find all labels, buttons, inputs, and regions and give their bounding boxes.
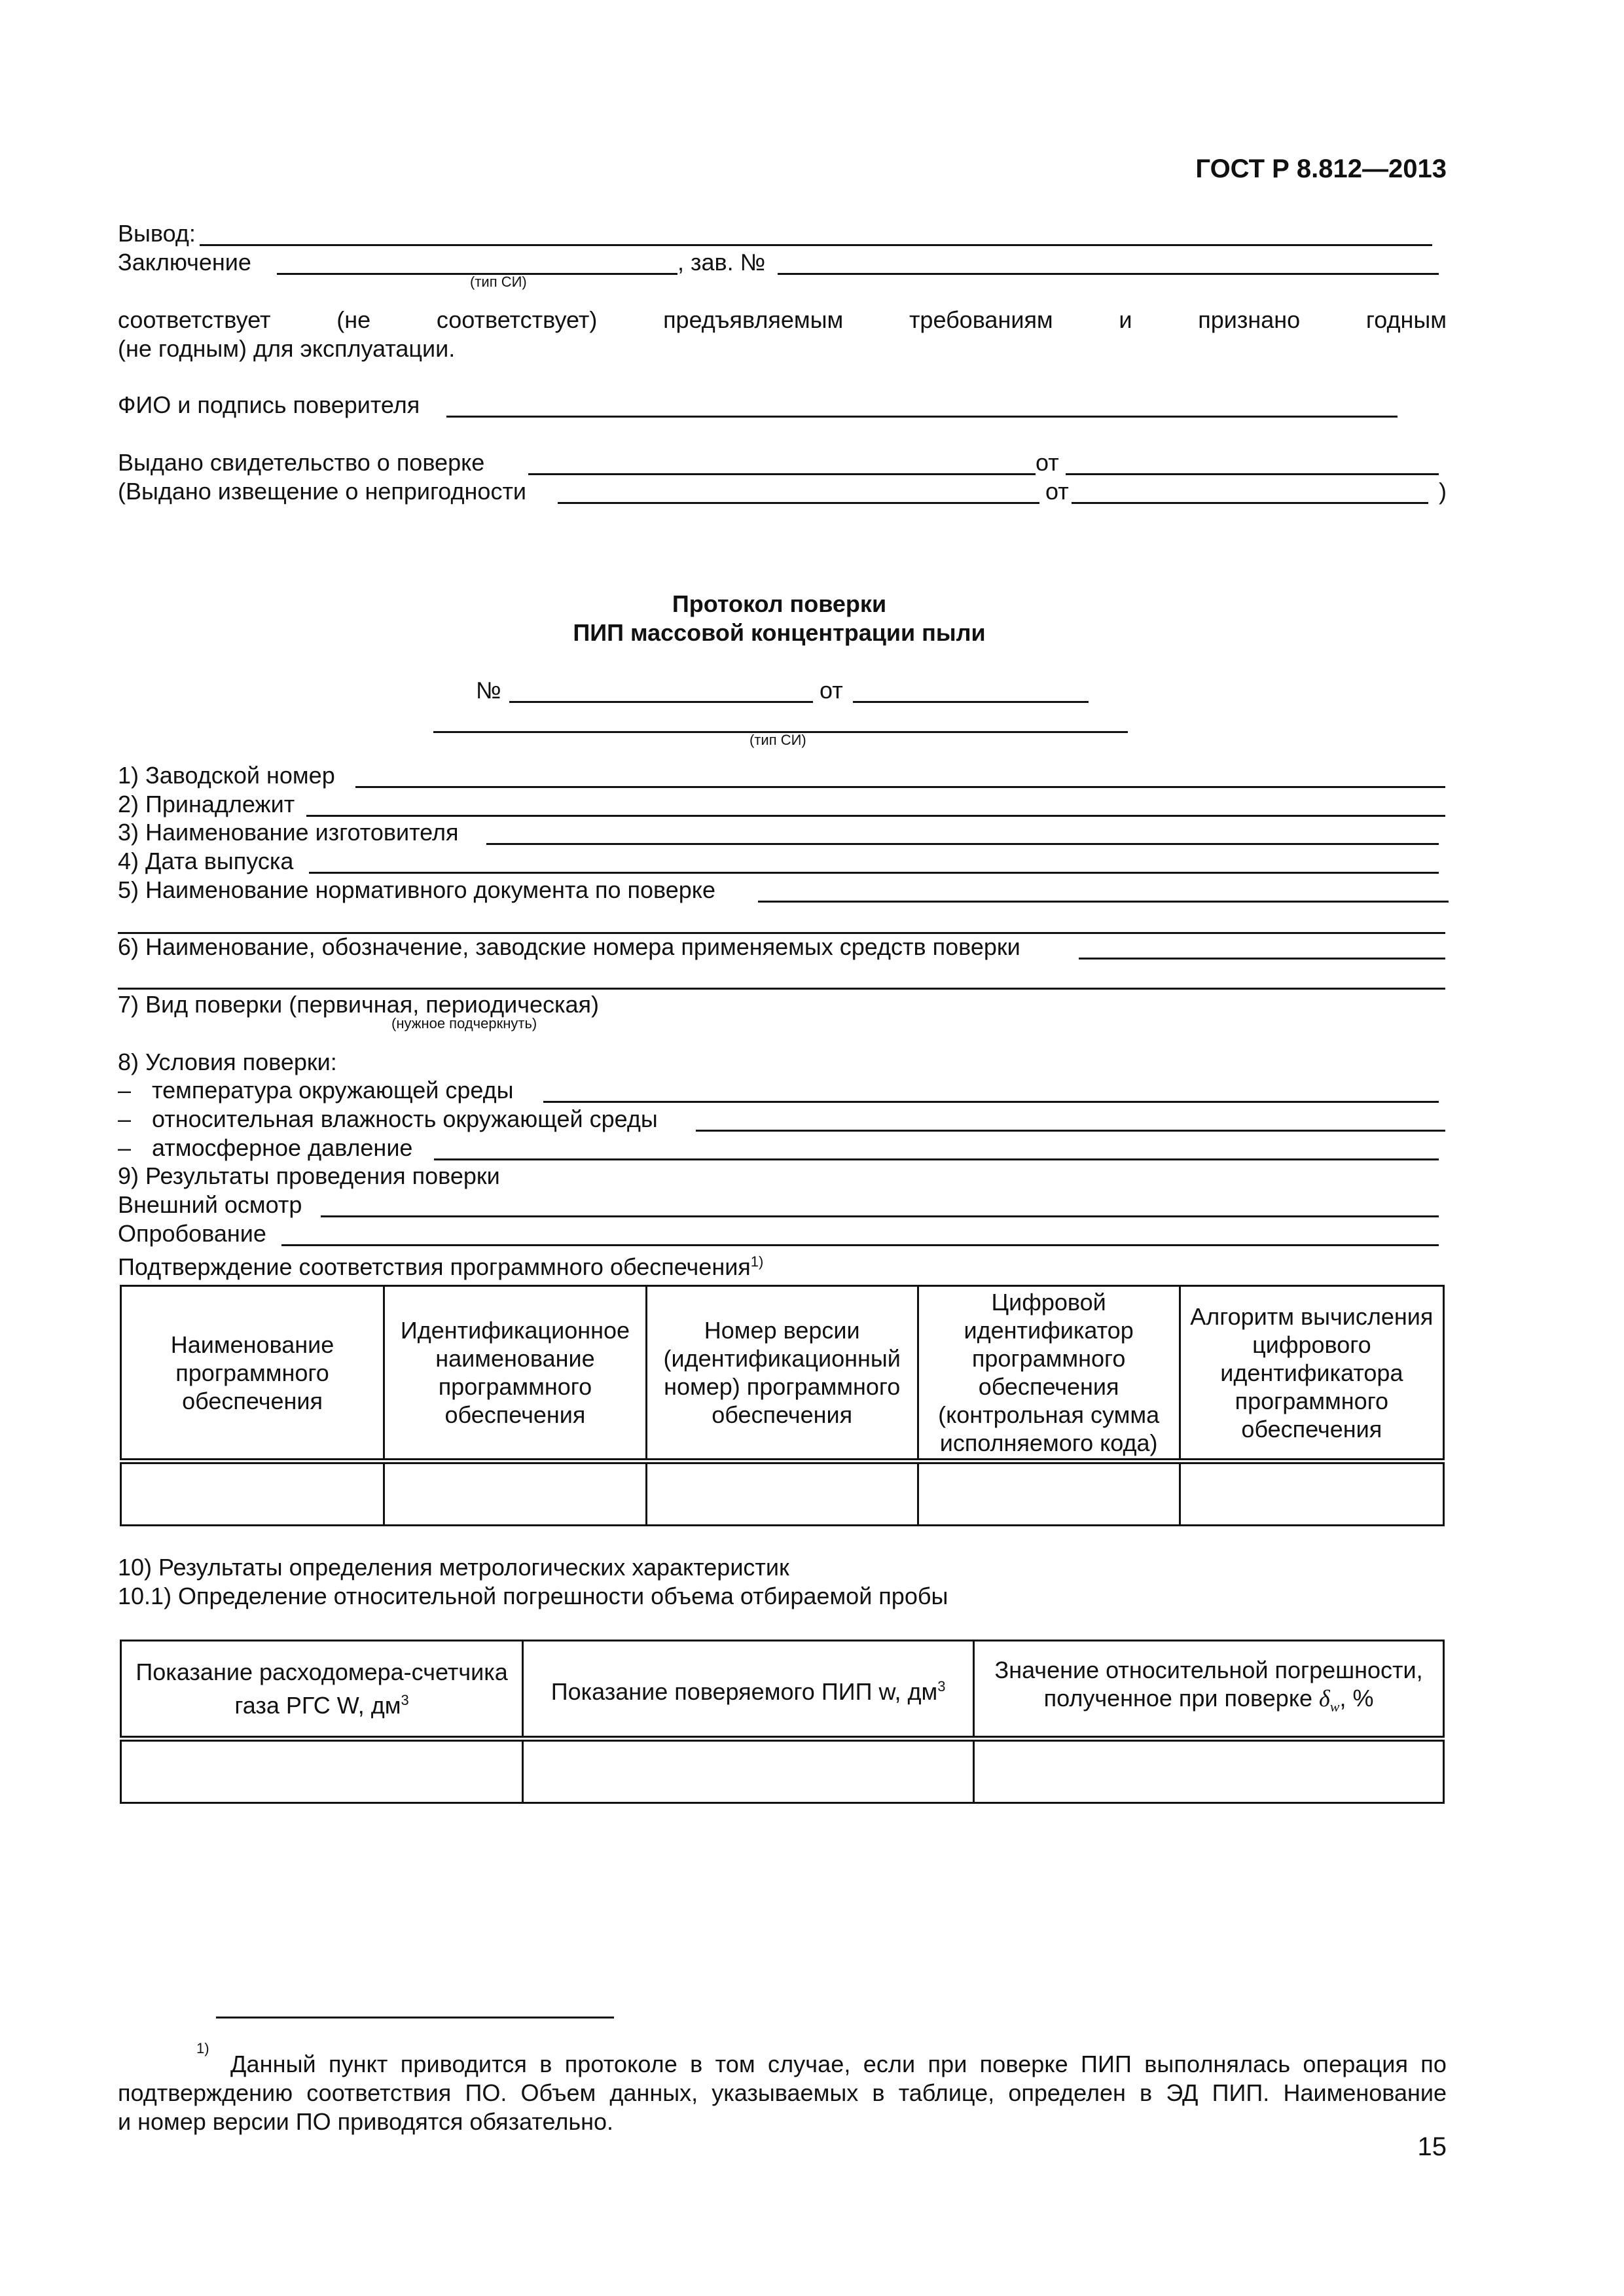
- protocol-title: Протокол поверки: [672, 590, 887, 617]
- condition-dash: –: [118, 1077, 132, 1103]
- item-owner-line: [306, 815, 1445, 817]
- item-results: 9) Результаты проведения поверки: [118, 1162, 500, 1189]
- software-confirmation: [118, 1248, 763, 1281]
- software-table-cell: [918, 1462, 1180, 1526]
- condition-pressure: атмосферное давление: [152, 1134, 413, 1161]
- item-release-date-line: [309, 872, 1439, 874]
- page-number: 15: [1417, 2132, 1447, 2161]
- condition-humidity-line: [696, 1130, 1445, 1132]
- item-verification-type-note: (нужное подчеркнуть): [391, 1015, 537, 1031]
- external-inspection: Внешний осмотр: [118, 1191, 302, 1218]
- software-table-cell: [384, 1462, 647, 1526]
- volume-table-cell: [974, 1739, 1444, 1803]
- item-conditions: 8) Условия поверки:: [118, 1049, 337, 1075]
- footnote-mark: 1): [196, 2040, 209, 2056]
- footnote-line: и номер версии ПО приводятся обязательно.: [118, 2108, 613, 2135]
- conf-word: требованиям: [909, 306, 1053, 333]
- unit-superscript: 3: [937, 1677, 946, 1695]
- protocol-subtitle: ПИП массовой концентрации пыли: [573, 619, 986, 646]
- cert-date-line: [1066, 473, 1439, 475]
- condition-dash: –: [118, 1105, 132, 1132]
- protocol-ot-label: от: [820, 677, 843, 704]
- standard-header: ГОСТ Р 8.812—2013: [1195, 154, 1447, 183]
- item-verification-type: 7) Вид поверки (первичная, периодическая): [118, 991, 600, 1018]
- volume-error-table: [120, 1640, 1445, 1804]
- zav-label: , зав. №: [677, 249, 766, 276]
- conformity-line-2: (не годным) для эксплуатации.: [118, 335, 456, 362]
- volume-table-cell: [121, 1739, 523, 1803]
- volume-table-header-text: Показание расходомера-счетчика газа РГС W, дм: [135, 1659, 508, 1719]
- software-table-header: Цифровой идентификатор программного обеспечения (контрольная сумма исполняемого кода): [918, 1286, 1180, 1462]
- software-table-cell: [646, 1462, 918, 1526]
- conf-word: предъявляемым: [663, 306, 844, 333]
- software-table-cell: [121, 1462, 384, 1526]
- notice-field-line: [558, 502, 1039, 504]
- fio-label: ФИО и подпись поверителя: [118, 391, 420, 418]
- percent-unit: , %: [1339, 1685, 1374, 1712]
- item-manufacturer: 3) Наименование изготовителя: [118, 819, 459, 846]
- notice-date-line: [1072, 502, 1428, 504]
- software-table-header: Идентификационное наименование программного обеспечения: [384, 1286, 647, 1462]
- volume-table-header-text: Показание поверяемого ПИП w, дм: [550, 1677, 938, 1705]
- section-10-1-title: 10.1) Определение относительной погрешности объема отбираемой пробы: [118, 1583, 948, 1609]
- volume-table-header: [121, 1641, 523, 1739]
- volume-table-cell: [523, 1739, 974, 1803]
- tip-si-caption: (тип СИ): [470, 274, 527, 290]
- condition-dash: –: [118, 1134, 132, 1161]
- vyvod-label: Вывод:: [118, 220, 196, 247]
- condition-temperature: температура окружающей среды: [152, 1077, 514, 1103]
- zav-field-line: [778, 273, 1439, 275]
- footnote-text: [118, 2050, 1447, 2136]
- condition-humidity: относительная влажность окружающей среды: [152, 1105, 658, 1132]
- volume-table-header-text: Значение относительной погрешности, полученное при поверке: [994, 1657, 1423, 1712]
- zakl-label: Заключение: [118, 249, 251, 276]
- condition-temperature-line: [543, 1101, 1439, 1103]
- unit-superscript: 3: [401, 1692, 409, 1708]
- footnote-ref: 1): [750, 1253, 764, 1270]
- delta-subscript: w: [1329, 1698, 1340, 1715]
- section-10-title: 10) Результаты определения метрологических характеристик: [118, 1554, 789, 1581]
- notice-close-paren: ): [1439, 478, 1447, 505]
- conf-word: (не: [336, 306, 371, 333]
- software-table-header: Номер версии (идентификационный номер) программного обеспечения: [646, 1286, 918, 1462]
- conf-word: и: [1119, 306, 1132, 333]
- condition-pressure-line: [434, 1158, 1439, 1160]
- conf-word: соответствует): [436, 306, 598, 333]
- conf-word: годным: [1365, 306, 1447, 333]
- notice-ot-label: от: [1045, 478, 1069, 505]
- notice-label: (Выдано извещение о непригодности: [118, 478, 527, 505]
- conf-word: признано: [1198, 306, 1301, 333]
- volume-table-header: [523, 1641, 974, 1739]
- volume-table-header: [974, 1641, 1444, 1739]
- testing-line: [281, 1244, 1439, 1246]
- item-manufacturer-line: [486, 843, 1439, 845]
- software-table: [120, 1285, 1445, 1526]
- external-inspection-line: [321, 1215, 1439, 1217]
- item-serial: 1) Заводской номер: [118, 762, 335, 789]
- software-confirmation-text: Подтверждение соответствия программного обеспечения: [118, 1253, 751, 1280]
- software-table-cell: [1180, 1462, 1443, 1526]
- item-means: 6) Наименование, обозначение, заводские номера применяемых средств поверки: [118, 933, 1020, 960]
- protocol-no-line: [509, 701, 813, 703]
- protocol-date-line: [853, 701, 1089, 703]
- item-means-line-2: [118, 988, 1445, 990]
- item-owner: 2) Принадлежит: [118, 791, 295, 817]
- item-serial-line: [355, 786, 1445, 788]
- cert-label: Выдано свидетельство о поверке: [118, 449, 485, 476]
- protocol-no-label: №: [476, 677, 501, 704]
- footnote-line: Данный пункт приводится в протоколе в том случае, если при поверке ПИП выполнялась операция по: [230, 2051, 1447, 2077]
- software-table-header: Наименование программного обеспечения: [121, 1286, 384, 1462]
- footnote-line: подтверждению соответствия ПО. Объем данных, указываемых в таблице, определен в ЭД ПИП. Наименование: [118, 2079, 1447, 2106]
- protocol-tip-si-caption: (тип СИ): [749, 732, 806, 748]
- software-table-header: Алгоритм вычисления цифрового идентификатора программного обеспечения: [1180, 1286, 1443, 1462]
- cert-field-line: [528, 473, 1036, 475]
- cert-ot-label: от: [1036, 449, 1059, 476]
- conf-word: соответствует: [118, 306, 271, 333]
- item-normative-doc: 5) Наименование нормативного документа по поверке: [118, 876, 715, 903]
- footnote-separator: [216, 2017, 614, 2018]
- item-means-line: [1079, 958, 1445, 960]
- testing: Опробование: [118, 1220, 266, 1247]
- vyvod-field-line: [200, 244, 1432, 246]
- item-release-date: 4) Дата выпуска: [118, 848, 294, 874]
- conformity-line: [118, 306, 1447, 334]
- delta-symbol: δ: [1319, 1685, 1330, 1712]
- fio-field-line: [446, 416, 1398, 418]
- item-normative-doc-line: [758, 901, 1449, 903]
